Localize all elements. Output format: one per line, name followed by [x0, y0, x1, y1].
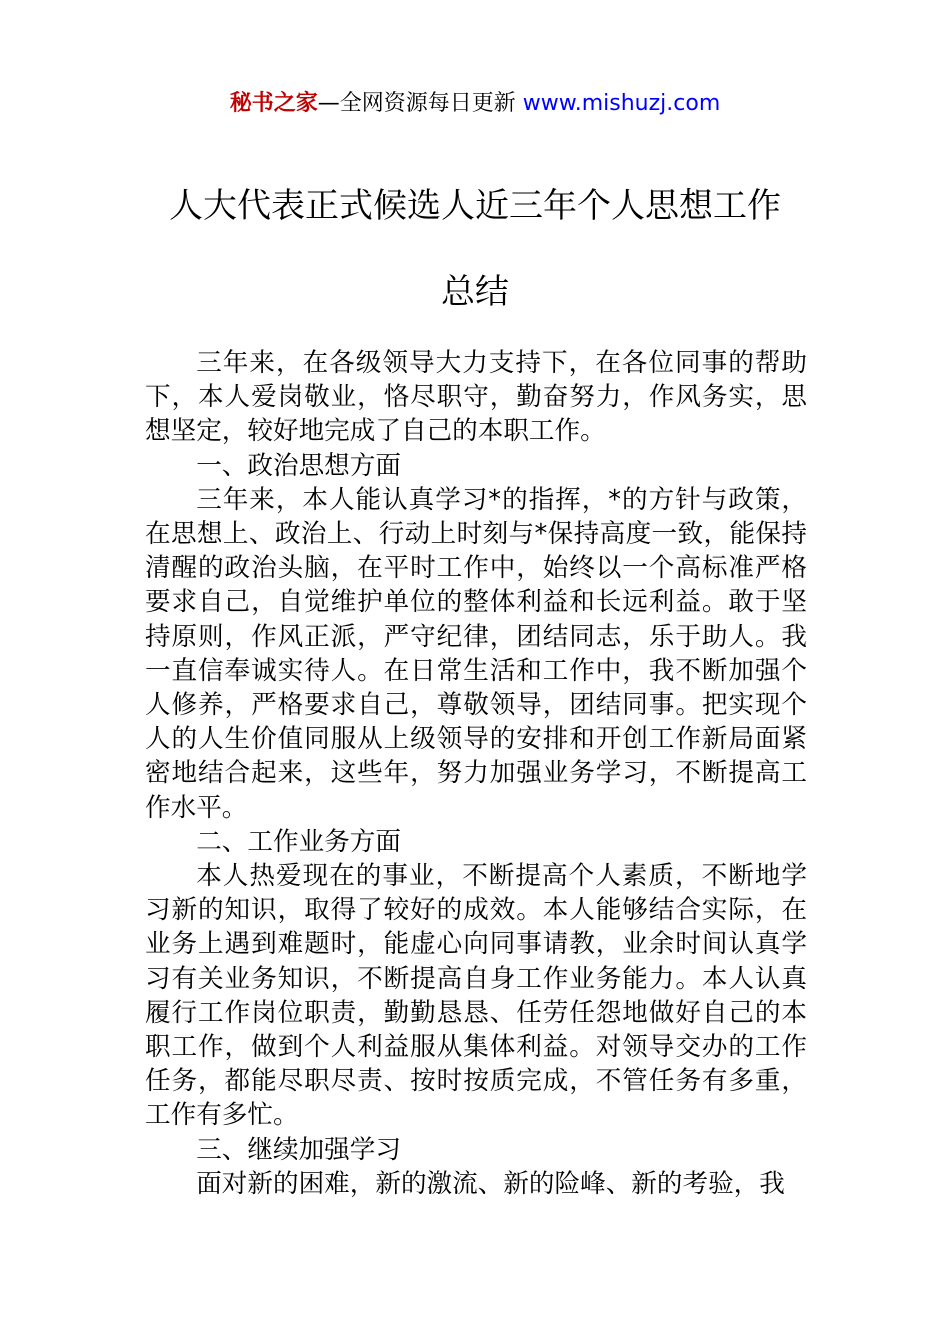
work-paragraph: 本人热爱现在的事业，不断提高个人素质，不断地学习新的知识，取得了较好的成效。本人能够结合实际，在业务上遇到难题时，能虚心向同事请教，业余时间认真学习有关业务知识，不断提高自身工作业务能力。本人认真履行工作岗位职责，勤勤恳恳、任劳任怨地做好自己的本职工作，做到个人利益服从集体利益。对领导交办的工作任务，都能尽职尽责、按时按质完成，不管任务有多重，工作有多忙。	[145, 861, 807, 1131]
title-line-1: 人大代表正式候选人近三年个人思想工作	[169, 186, 781, 226]
section-heading-work: 二、工作业务方面	[196, 826, 401, 857]
section-heading-study: 三、继续加强学习	[196, 1134, 401, 1165]
study-paragraph: 面对新的困难，新的激流、新的险峰、新的考验，我	[196, 1168, 785, 1199]
header-separator: —	[317, 91, 340, 116]
section-heading-political: 一、政治思想方面	[196, 450, 401, 481]
document-title	[145, 182, 805, 316]
site-header	[0, 86, 950, 122]
document-body	[145, 346, 807, 1201]
title-line-2: 总结	[441, 272, 509, 312]
political-paragraph: 三年来，本人能认真学习*的指挥，*的方针与政策，在思想上、政治上、行动上时刻与*保持高度一致，能保持清醒的政治头脑，在平时工作中，始终以一个高标准严格要求自己，自觉维护单位的整体利益和长远利益。敢于坚持原则，作风正派，严守纪律，团结同志，乐于助人。我一直信奉诚实待人。在日常生活和工作中，我不断加强个人修养，严格要求自己，尊敬领导，团结同事。把实现个人的人生价值同服从上级领导的安排和开创工作新局面紧密地结合起来，这些年，努力加强业务学习，不断提高工作水平。	[145, 484, 807, 823]
brand-name: 秘书之家	[229, 91, 318, 116]
intro-paragraph: 三年来，在各级领导大力支持下，在各位同事的帮助下，本人爱岗敬业，恪尽职守，勤奋努力，作风务实，思想坚定，较好地完成了自己的本职工作。	[145, 348, 807, 447]
site-url-link[interactable]: www.mishuzj.com	[522, 91, 721, 116]
header-tagline: 全网资源每日更新	[339, 91, 516, 116]
